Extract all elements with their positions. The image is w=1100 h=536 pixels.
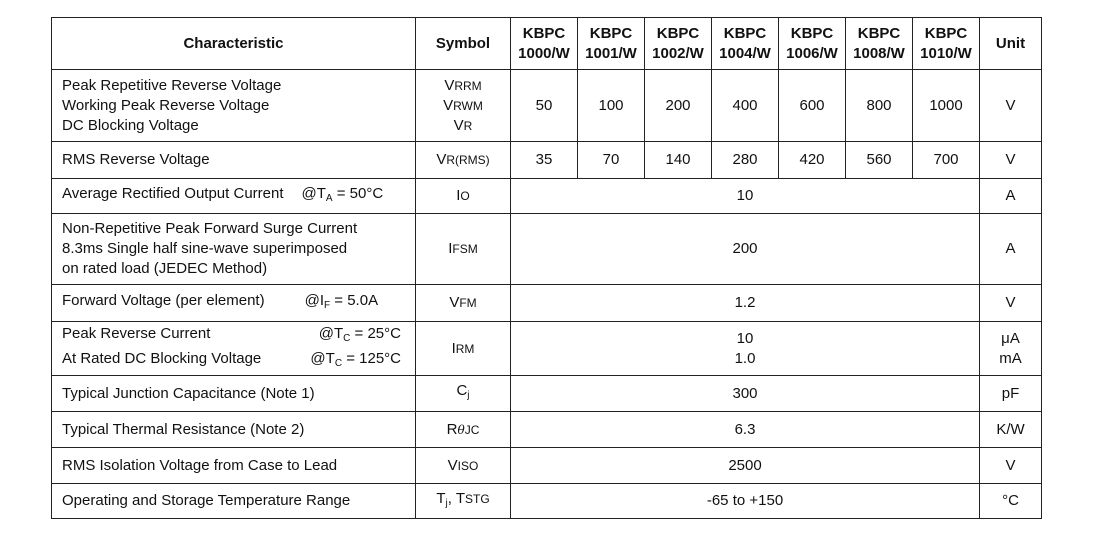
row-capacitance [52, 376, 1042, 412]
capacitance-unit: pF [980, 376, 1042, 412]
header-row [52, 18, 1042, 70]
reverse-voltage-value-1006: 600 [779, 70, 846, 142]
forward-voltage-unit: V [980, 285, 1042, 322]
reverse-voltage-characteristic: Peak Repetitive Reverse Voltage Working Peak Reverse Voltage DC Blocking Voltage [52, 70, 416, 142]
reverse-current-unit: μA mA [980, 322, 1042, 376]
avg-rectified-symbol: IO [416, 179, 511, 214]
header-model-1001: KBPC 1001/W [578, 18, 645, 70]
isolation-value: 2500 [511, 448, 980, 484]
header-model-1006: KBPC 1006/W [779, 18, 846, 70]
capacitance-value: 300 [511, 376, 980, 412]
reverse-voltage-value-1002: 200 [645, 70, 712, 142]
header-characteristic: Characteristic [52, 18, 416, 70]
rms-reverse-value-1002: 140 [645, 142, 712, 179]
forward-voltage-symbol: VFM [416, 285, 511, 322]
header-model-1008: KBPC 1008/W [846, 18, 913, 70]
rms-reverse-unit: V [980, 142, 1042, 179]
reverse-voltage-unit: V [980, 70, 1042, 142]
reverse-voltage-value-1010: 1000 [913, 70, 980, 142]
capacitance-characteristic: Typical Junction Capacitance (Note 1) [52, 376, 416, 412]
row-surge [52, 214, 1042, 285]
rms-reverse-value-1006: 420 [779, 142, 846, 179]
row-thermal [52, 412, 1042, 448]
avg-rectified-unit: A [980, 179, 1042, 214]
rms-reverse-value-1010: 700 [913, 142, 980, 179]
row-reverse-voltage [52, 70, 1042, 142]
thermal-characteristic: Typical Thermal Resistance (Note 2) [52, 412, 416, 448]
isolation-unit: V [980, 448, 1042, 484]
row-reverse-current [52, 322, 1042, 376]
avg-rectified-characteristic: Average Rectified Output Current $@T_A = 50^\circ C$ [52, 179, 416, 214]
rms-reverse-value-1001: 70 [578, 142, 645, 179]
reverse-voltage-value-1004: 400 [712, 70, 779, 142]
header-model-1002: KBPC 1002/W [645, 18, 712, 70]
ratings-table [51, 17, 1042, 519]
reverse-current-value: 10 1.0 [511, 322, 980, 376]
capacitance-symbol: $C_j$ [416, 376, 511, 412]
header-model-1004: KBPC 1004/W [712, 18, 779, 70]
thermal-symbol: RθJC [416, 412, 511, 448]
isolation-symbol: VISO [416, 448, 511, 484]
reverse-voltage-value-1000: 50 [511, 70, 578, 142]
surge-value: 200 [511, 214, 980, 285]
header-model-1000: KBPC 1000/W [511, 18, 578, 70]
reverse-voltage-value-1008: 800 [846, 70, 913, 142]
rms-reverse-value-1000: 35 [511, 142, 578, 179]
header-model-1010: KBPC 1010/W [913, 18, 980, 70]
reverse-voltage-symbol: VRRM VRWM VR [416, 70, 511, 142]
temperature-value: -65 to +150 [511, 484, 980, 519]
rms-reverse-symbol: VR(RMS) [416, 142, 511, 179]
thermal-unit: K/W [980, 412, 1042, 448]
temperature-symbol: $T_j$, TSTG [416, 484, 511, 519]
isolation-characteristic: RMS Isolation Voltage from Case to Lead [52, 448, 416, 484]
rms-reverse-value-1004: 280 [712, 142, 779, 179]
header-symbol: Symbol [416, 18, 511, 70]
row-forward-voltage [52, 285, 1042, 322]
temperature-unit: °C [980, 484, 1042, 519]
surge-characteristic: Non-Repetitive Peak Forward Surge Current 8.3ms Single half sine-wave superimposed on rated load (JEDEC Method) [52, 214, 416, 285]
thermal-value: 6.3 [511, 412, 980, 448]
row-rms-reverse [52, 142, 1042, 179]
header-unit: Unit [980, 18, 1042, 70]
row-isolation [52, 448, 1042, 484]
rms-reverse-characteristic: RMS Reverse Voltage [52, 142, 416, 179]
forward-voltage-characteristic: Forward Voltage (per element) $@I_F = 5.0A$ [52, 285, 416, 322]
reverse-current-symbol: IRM [416, 322, 511, 376]
rms-reverse-value-1008: 560 [846, 142, 913, 179]
reverse-voltage-value-1001: 100 [578, 70, 645, 142]
forward-voltage-value: 1.2 [511, 285, 980, 322]
avg-rectified-value: 10 [511, 179, 980, 214]
row-temperature [52, 484, 1042, 519]
surge-symbol: IFSM [416, 214, 511, 285]
reverse-current-characteristic: Peak Reverse Current $@T_C = 25^\circ C$ At Rated DC Blocking Voltage $@T_C = 125^\circ C$ [52, 322, 416, 376]
row-avg-rectified [52, 179, 1042, 214]
surge-unit: A [980, 214, 1042, 285]
temperature-characteristic: Operating and Storage Temperature Range [52, 484, 416, 519]
